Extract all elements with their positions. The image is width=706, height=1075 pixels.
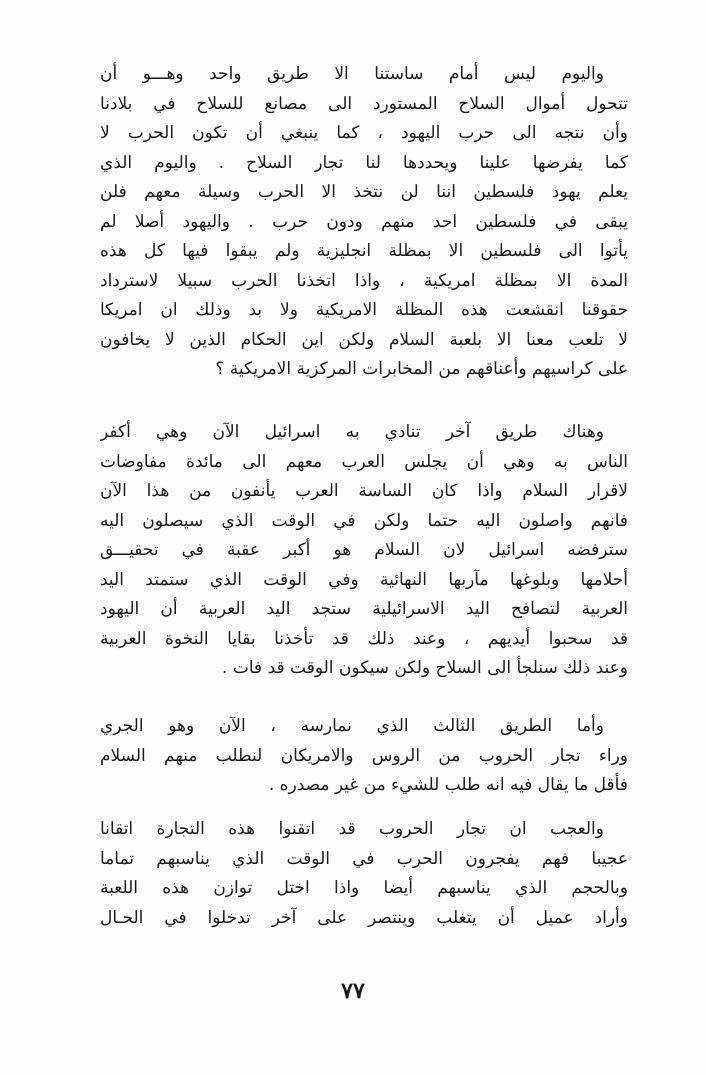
paragraph-4 [100, 815, 628, 933]
paragraph-3 [100, 712, 628, 801]
text-line: وأراد عميل أن يتغلب وينتصر على آخر تدخلوا في الحـال [100, 907, 628, 928]
text-line: كما يفرضها علينا ويحددها لنا تجار السلاح . واليوم الذي [100, 152, 628, 173]
page-number: ٧٧ [341, 978, 365, 1004]
paragraph-2 [100, 418, 628, 684]
paragraph-1 [100, 60, 628, 385]
text-line: لاقرار السلام واذا كان الساسة العرب يأنفون من هذا الآن [100, 481, 628, 501]
text-line: يعلم يهود فلسطين اننا لن نتخذ الا الحرب وسيلة معهم فلن [100, 182, 628, 202]
text-line: فأقل ما يقال فيه انه طلب للشيء من غير مصدره . [268, 775, 628, 795]
text-line: سترفضه اسرائيل لان السلام هو أكبر عقبة في تحقيـــق [100, 540, 628, 560]
text-line: واليوم ليس أمام ساستنا الا طريق واحد وهـــو أن [100, 64, 604, 84]
text-line: وعند ذلك سنلجأ الى السلاح ولكن سيكون الوقت قد فات . [222, 658, 628, 678]
text-line: وهناك طريق آخر تنادي به اسرائيل الآن وهي أكفر [100, 422, 604, 442]
text-line: عجيبا فهم يفجرون الحرب في الوقت الذي يناسبهم تماما [100, 848, 628, 869]
text-line: حقوقنا انقشعت هذه المظلة الامريكية ولا بد وذلك ان امريكا [100, 300, 628, 320]
text-line: على كراسيهم وأعناقهم من المخابرات المركزية الامريكية ؟ [215, 359, 628, 379]
text-line: يبقى في فلسطين احد منهم ودون حرب . واليهود أصلا لم [100, 211, 628, 232]
text-line: المدة الا بمظلة امريكية ، واذا اتخذنا الحرب سبيلا لاسترداد [100, 270, 628, 291]
text-line: وراء تجار الحروب من الروس والامريكان لنطلب منهم السلام [100, 745, 628, 766]
text-line: وأما الطريق الثالث الذي نمارسه ، الآن وهو الجري [100, 716, 604, 736]
text-line: أحلامها وبلوغها مآربها النهائية وفي الوقت الذي ستمتد اليد [100, 569, 628, 590]
text-line: الناس به وهي أن يجلس العرب معهم الى مائدة مفاوضات [100, 451, 628, 472]
text-line: والعجب ان تجار الحروب قد اتقنوا هذه التجارة اتقانا [100, 819, 604, 839]
text-line: وبالحجم الذي يناسبهم أيضا واذا اختل توازن هذه اللعبة [100, 878, 628, 898]
text-line: يأتوا الى فلسطين الا بمظلة انجليزية ولم يبقوا فيها كل هذه [100, 241, 628, 261]
text-line: العربية لتصافح اليد الاسرائيلية ستجد اليد العربية أن اليهود [100, 599, 628, 619]
text-line: فانهم واصلون اليه حتما ولكن في الوقت الذي سيصلون اليه [100, 510, 628, 531]
text-line: تتحول أموال السلاح المستورد الى مصانع للسلاح في بلادنا [100, 93, 628, 114]
text-line: وأن نتجه الى حرب اليهود ، كما ينبغي أن تكون الحرب لا [100, 123, 628, 143]
text-line: قد سحبوا أيديهم ، وعند ذلك قد تأخذنا بقايا النخوة العربية [100, 628, 628, 649]
text-line: لا تلعب معنا الا بلعبة السلام ولكن اين الحكام الذين لا يخافون [100, 329, 628, 350]
